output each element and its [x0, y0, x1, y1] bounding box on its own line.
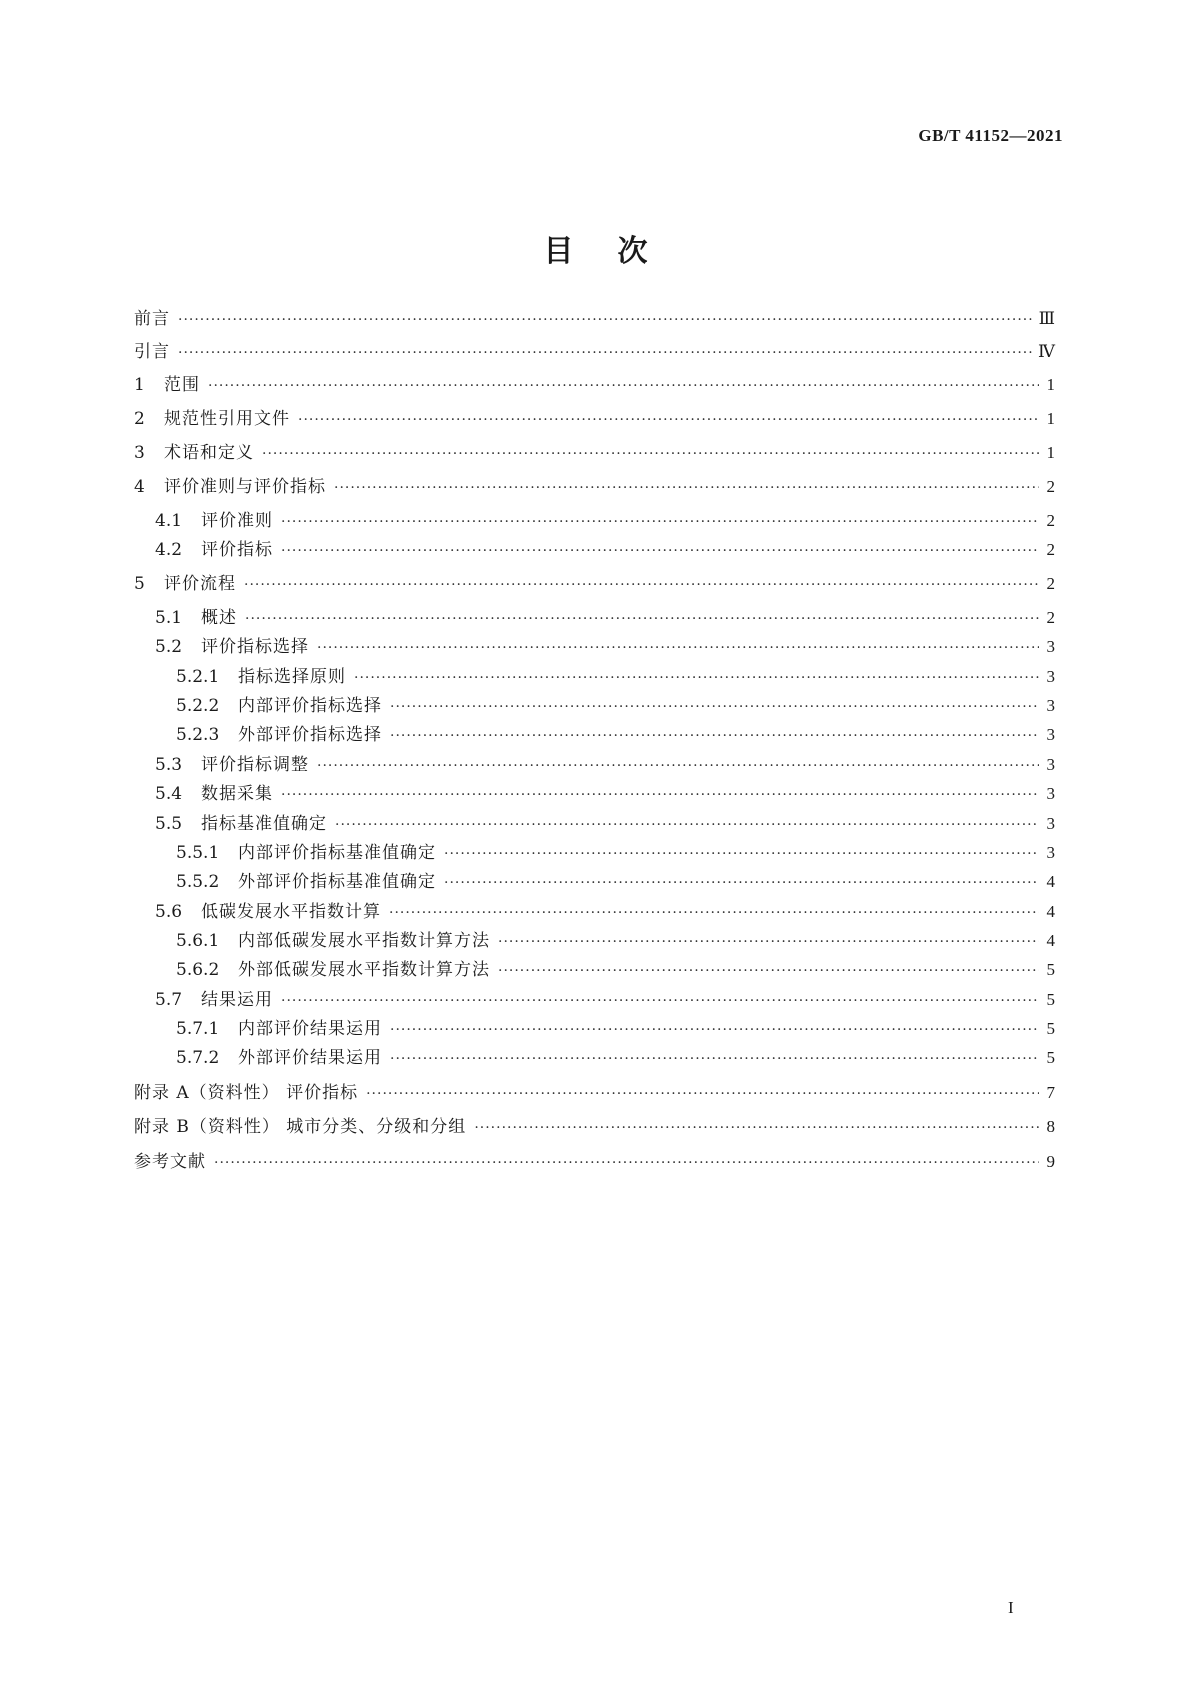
toc-leader-dots: [366, 1082, 1039, 1106]
toc-entry-number: 5.5.2: [176, 872, 220, 892]
toc-leader-dots: [390, 724, 1039, 748]
toc-leader-dots: [214, 1151, 1039, 1175]
toc-entry-number: 4.1: [155, 511, 183, 531]
toc-entry-label: 数据采集: [201, 784, 273, 804]
toc-entry-number: 5.6: [155, 902, 183, 922]
toc-leader-dots: [208, 374, 1039, 398]
toc-entry[interactable]: [134, 509, 1055, 533]
toc-entry-number: 5.3: [155, 755, 183, 775]
toc-entry-number: 5: [134, 574, 145, 594]
toc-entry[interactable]: [134, 958, 1055, 982]
toc-entry[interactable]: [134, 870, 1055, 894]
toc-entry-number: 4: [134, 477, 145, 497]
toc-entry-number: 5.4: [155, 784, 183, 804]
toc-leader-dots: [281, 510, 1039, 534]
toc-entry[interactable]: [134, 1115, 1055, 1139]
toc-entry[interactable]: [134, 753, 1055, 777]
toc-entry-number: 5.2: [155, 637, 183, 657]
toc-entry-label: 指标选择原则: [238, 667, 346, 687]
toc-entry-page: 3: [1046, 755, 1055, 774]
toc-entry-label: 评价准则: [201, 511, 273, 531]
toc-entry-page: 5: [1046, 1048, 1055, 1067]
toc-entry-page: 2: [1046, 574, 1055, 593]
toc-entry[interactable]: [134, 900, 1055, 924]
toc-entry[interactable]: [134, 307, 1055, 331]
toc-entry-label: 参考文献: [134, 1152, 206, 1172]
toc-entry[interactable]: [134, 723, 1055, 747]
toc-entry-page: 3: [1046, 725, 1055, 744]
toc-entry[interactable]: [134, 782, 1055, 806]
toc-entry-number: 5.7.1: [176, 1019, 220, 1039]
toc-entry-number: 5.2.3: [176, 725, 220, 745]
toc-entry-page: 2: [1046, 540, 1055, 559]
toc-entry-label: 附录 B（资料性） 城市分类、分级和分组: [134, 1117, 467, 1137]
toc-leader-dots: [298, 408, 1039, 432]
toc-entry-page: 3: [1046, 696, 1055, 715]
toc-entry-label: 评价指标调整: [201, 755, 309, 775]
toc-entry-page: 2: [1046, 608, 1055, 627]
toc-entry[interactable]: [134, 572, 1055, 596]
toc-entry-label: 前言: [134, 309, 170, 329]
toc-entry[interactable]: [134, 373, 1055, 397]
toc-leader-dots: [244, 573, 1039, 597]
toc-entry-page: 4: [1046, 902, 1055, 921]
standard-code: GB/T 41152—2021: [918, 126, 1063, 145]
toc-leader-dots: [178, 308, 1033, 332]
toc-entry-label: 指标基准值确定: [201, 814, 327, 834]
toc-entry-page: 1: [1046, 409, 1055, 428]
toc-entry-label: 范围: [164, 375, 200, 395]
toc-entry-label: 术语和定义: [164, 443, 254, 463]
toc-entry-page: 3: [1046, 637, 1055, 656]
toc-entry-label: 评价指标选择: [201, 637, 309, 657]
toc-entry-number: 1: [134, 375, 145, 395]
toc-entry-label: 概述: [201, 608, 237, 628]
toc-entry-number: 5.6.2: [176, 960, 220, 980]
toc-leader-dots: [444, 871, 1039, 895]
toc-entry[interactable]: [134, 441, 1055, 465]
toc-entry-number: 5.2.2: [176, 696, 220, 716]
toc-entry-number: 4.2: [155, 540, 183, 560]
toc-entry-page: 2: [1046, 477, 1055, 496]
toc-leader-dots: [498, 930, 1039, 954]
toc-entry[interactable]: [134, 407, 1055, 431]
toc-entry-page: 2: [1046, 511, 1055, 530]
toc-entry-page: 4: [1046, 931, 1055, 950]
toc-entry-number: 5.2.1: [176, 667, 220, 687]
toc-leader-dots: [474, 1116, 1039, 1140]
toc-entry[interactable]: [134, 1150, 1055, 1174]
toc-leader-dots: [390, 1047, 1039, 1071]
toc-leader-dots: [317, 754, 1039, 778]
toc-leader-dots: [281, 783, 1039, 807]
toc-entry-label: 低碳发展水平指数计算: [201, 902, 381, 922]
toc-entry-label: 引言: [134, 342, 170, 362]
toc-leader-dots: [317, 636, 1039, 660]
toc-title: 目次: [543, 234, 692, 269]
toc-entry-number: 2: [134, 409, 145, 429]
toc-leader-dots: [498, 959, 1039, 983]
toc-entry-page: 5: [1046, 990, 1055, 1009]
toc-entry[interactable]: [134, 929, 1055, 953]
toc-leader-dots: [281, 989, 1039, 1013]
toc-entry-page: Ⅲ: [1038, 309, 1055, 328]
toc-entry-label: 外部评价指标基准值确定: [238, 872, 436, 892]
toc-entry-page: 3: [1046, 667, 1055, 686]
toc-entry[interactable]: [134, 988, 1055, 1012]
toc-entry-page: 1: [1046, 443, 1055, 462]
toc-entry-label: 内部评价指标基准值确定: [238, 843, 436, 863]
toc-leader-dots: [389, 901, 1039, 925]
toc-entry[interactable]: [134, 475, 1055, 499]
toc-entry-number: 5.6.1: [176, 931, 220, 951]
toc-entry-number: 3: [134, 443, 145, 463]
toc-leader-dots: [335, 813, 1039, 837]
toc-entry-label: 内部评价结果运用: [238, 1019, 382, 1039]
toc-entry-page: 1: [1046, 375, 1055, 394]
toc-entry[interactable]: [134, 635, 1055, 659]
toc-entry-label: 外部评价结果运用: [238, 1048, 382, 1068]
toc-entry-page: 3: [1046, 784, 1055, 803]
toc-entry[interactable]: [134, 665, 1055, 689]
toc-entry[interactable]: [134, 606, 1055, 630]
toc-entry[interactable]: [134, 812, 1055, 836]
toc-entry-label: 外部评价指标选择: [238, 725, 382, 745]
toc-entry[interactable]: [134, 694, 1055, 718]
toc-entry-number: 5.5.1: [176, 843, 220, 863]
toc-entry[interactable]: [134, 340, 1055, 364]
toc-entry-page: 5: [1046, 1019, 1055, 1038]
toc-leader-dots: [334, 476, 1039, 500]
toc-leader-dots: [262, 442, 1039, 466]
toc-entry[interactable]: [134, 841, 1055, 865]
toc-leader-dots: [281, 539, 1039, 563]
toc-entry-label: 外部低碳发展水平指数计算方法: [238, 960, 490, 980]
toc-entry-label: 评价流程: [164, 574, 236, 594]
toc-leader-dots: [245, 607, 1039, 631]
toc-leader-dots: [390, 1018, 1039, 1042]
toc-entry-label: 结果运用: [201, 990, 273, 1010]
toc-entry-label: 评价指标: [201, 540, 273, 560]
page-number: I: [1008, 1598, 1014, 1617]
toc-entry-page: 9: [1046, 1152, 1055, 1171]
toc-entry[interactable]: [134, 1017, 1055, 1041]
toc-entry-label: 附录 A（资料性） 评价指标: [134, 1083, 359, 1103]
toc-entry-label: 内部低碳发展水平指数计算方法: [238, 931, 490, 951]
toc-entry-page: 4: [1046, 872, 1055, 891]
toc-entry-page: 3: [1046, 843, 1055, 862]
toc-entry-number: 5.7: [155, 990, 183, 1010]
toc-entry[interactable]: [134, 1081, 1055, 1105]
toc-entry-label: 内部评价指标选择: [238, 696, 382, 716]
toc-leader-dots: [178, 341, 1032, 365]
toc-entry-number: 5.5: [155, 814, 183, 834]
toc-leader-dots: [354, 666, 1039, 690]
toc-entry-page: 5: [1046, 960, 1055, 979]
toc-entry-page: 8: [1046, 1117, 1055, 1136]
toc-entry-number: 5.7.2: [176, 1048, 220, 1068]
toc-entry-page: Ⅳ: [1038, 342, 1055, 361]
toc-entry-label: 评价准则与评价指标: [164, 477, 326, 497]
toc-entry-label: 规范性引用文件: [164, 409, 290, 429]
toc-entry-number: 5.1: [155, 608, 183, 628]
toc-entry[interactable]: [134, 538, 1055, 562]
toc-entry-page: 7: [1046, 1083, 1055, 1102]
toc-leader-dots: [390, 695, 1039, 719]
toc-leader-dots: [444, 842, 1039, 866]
toc-entry[interactable]: [134, 1046, 1055, 1070]
toc-entry-page: 3: [1046, 814, 1055, 833]
